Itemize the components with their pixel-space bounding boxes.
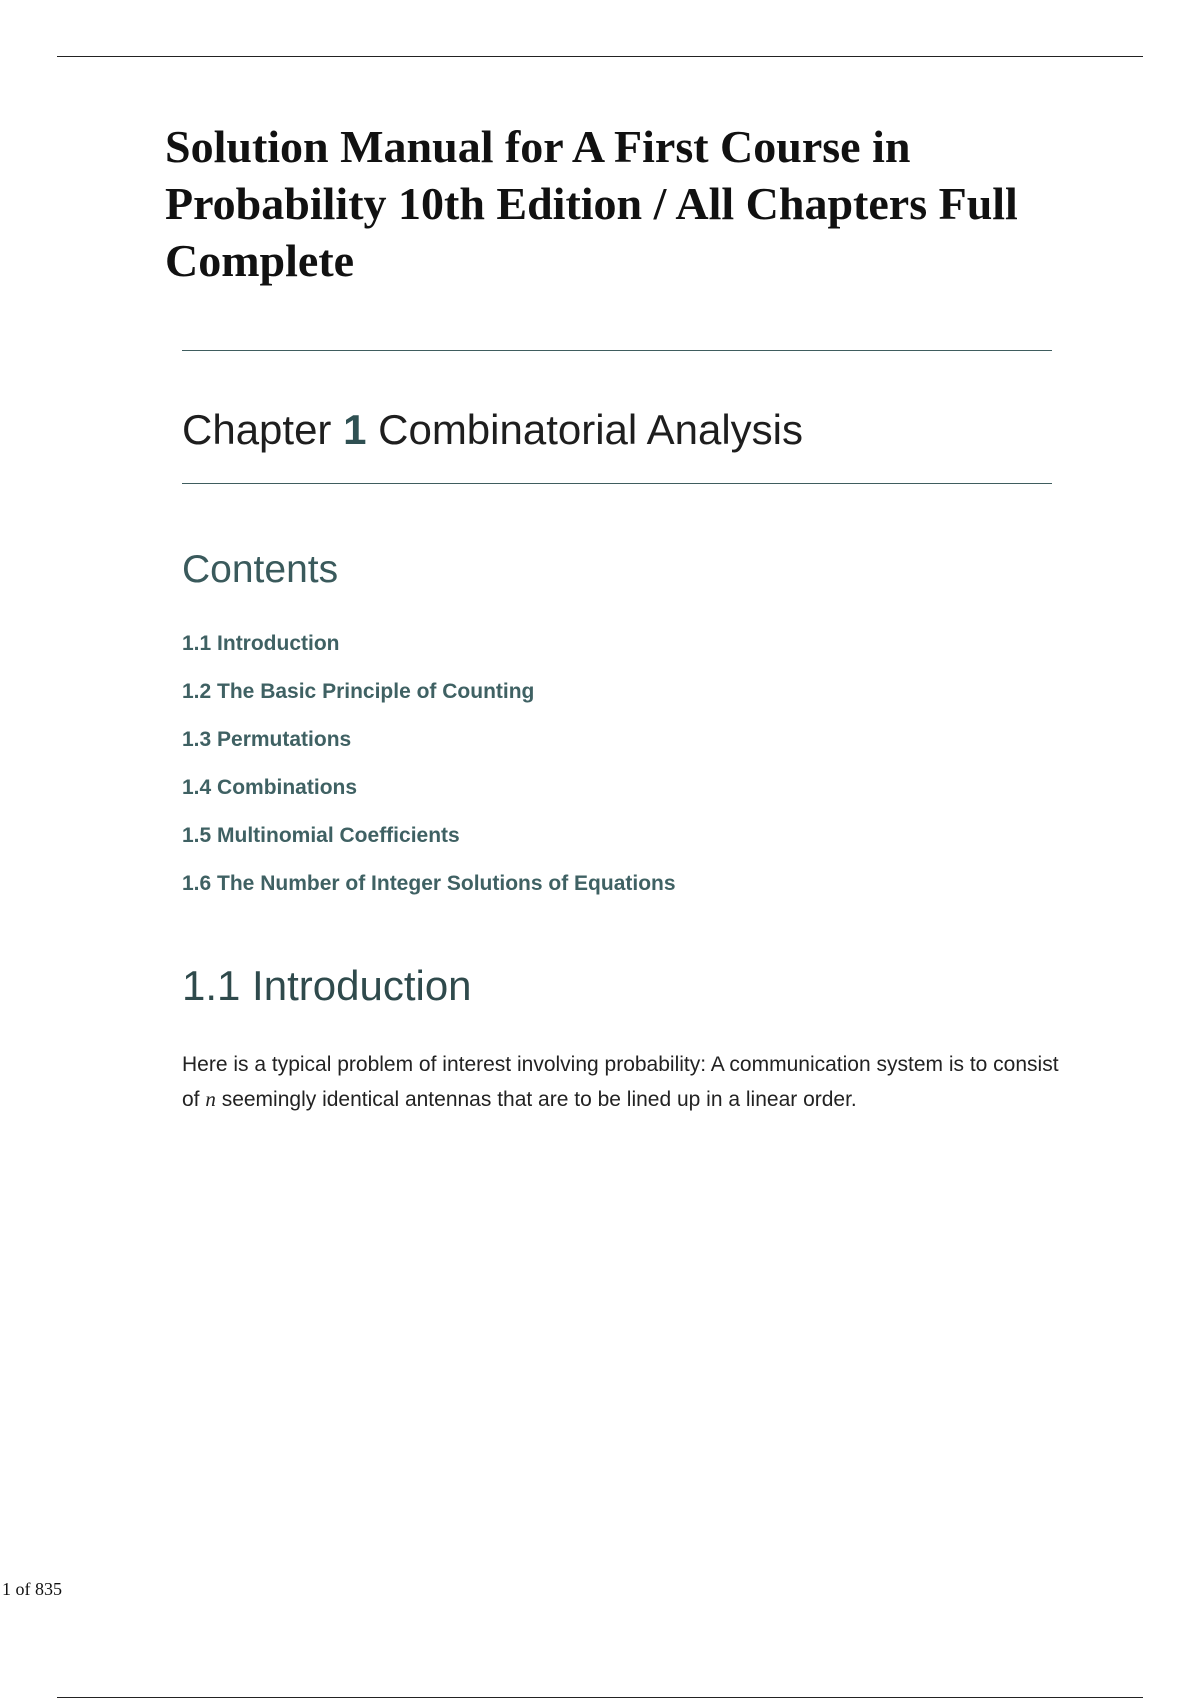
toc-link-1-3[interactable]: 1.3 Permutations <box>182 728 352 751</box>
page-indicator: 1 of 835 <box>2 1579 62 1599</box>
section-heading: 1.1 Introduction <box>182 962 472 1009</box>
chapter-heading <box>182 404 803 456</box>
chapter-prefix: Chapter <box>182 406 332 453</box>
paragraph-text-start: Here is a typical problem of interest involving probability: A communication system is to consist of <box>182 1053 1059 1111</box>
chapter-rule-bottom <box>182 483 1052 484</box>
contents-list <box>182 628 676 916</box>
document-title: Solution Manual for A First Course in Probability 10th Edition / All Chapters Full Complete <box>165 121 1018 286</box>
bottom-rule <box>57 1697 1143 1698</box>
toc-link-1-4[interactable]: 1.4 Combinations <box>182 776 358 799</box>
contents-heading: Contents <box>182 548 339 591</box>
chapter-rule-top <box>182 350 1052 351</box>
paragraph-text-end: seemingly identical antennas that are to be lined up in a linear order. <box>215 1088 857 1111</box>
chapter-name: Combinatorial Analysis <box>378 406 803 453</box>
math-variable: n <box>205 1087 216 1111</box>
top-rule <box>57 56 1143 57</box>
toc-link-1-1[interactable]: 1.1 Introduction <box>182 632 340 655</box>
toc-link-1-2[interactable]: 1.2 The Basic Principle of Counting <box>182 680 535 703</box>
toc-link-1-5[interactable]: 1.5 Multinomial Coefficients <box>182 824 460 847</box>
toc-link-1-6[interactable]: 1.6 The Number of Integer Solutions of Equations <box>182 872 676 895</box>
section-paragraph <box>182 1048 1062 1117</box>
chapter-number: 1 <box>343 406 367 453</box>
